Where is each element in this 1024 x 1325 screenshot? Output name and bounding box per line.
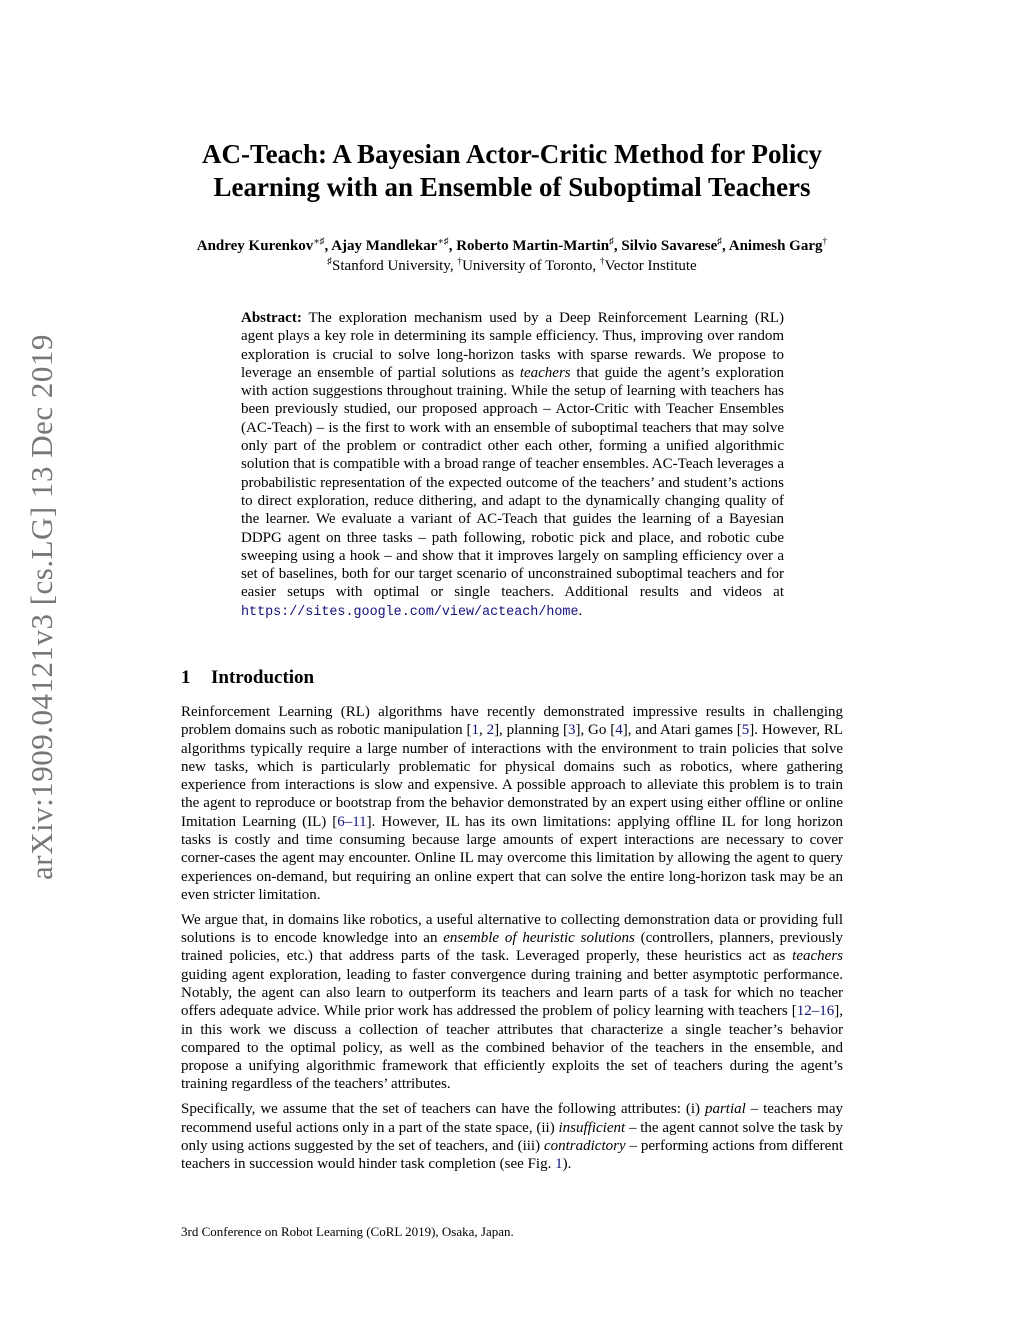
emphasized-term: insufficient [558, 1119, 626, 1136]
affiliation-1-name: Stanford University [332, 258, 450, 274]
paragraph-text: , [478, 722, 487, 739]
author-2-marks: ∗♯ [437, 237, 449, 247]
paragraph-text: – teachers may recommend useful actions only in a part of the state space, (ii) [181, 1101, 843, 1136]
paragraph-text: ). [562, 1156, 572, 1173]
author-5-marks: † [822, 237, 828, 247]
abstract-end-period: . [578, 602, 583, 619]
affiliation-3-name: Vector Institute [604, 258, 697, 274]
affiliation-list [100, 256, 924, 276]
paragraph-text: guiding agent exploration, leading to faster convergence during training and better asymptotic performance. Notably, the agent can also learn to outperform its teachers and learn parts of a task for which no teacher offers adequate advice. While prior work has addressed the problem of policy learning with teachers [ [181, 966, 843, 1020]
conference-footnote: 3rd Conference on Robot Learning (CoRL 2019), Osaka, Japan. [181, 1224, 514, 1239]
author-4-marks: ♯ [717, 237, 723, 247]
paragraph-text: ]. However, RL algorithms typically require a large number of interactions with the environment to train policies that solve new tasks, which is particularly problematic for physical domains such as robotics, where gathering experience from interactions is slow and expensive. A possible approach to alleviate this problem is to train the agent to reproduce or bootstrap from the behavior demonstrated by an expert using either offline or online Imitation Learning (IL) [ [181, 722, 843, 830]
citation-link[interactable]: 4 [615, 722, 623, 739]
paragraph-text: – the agent cannot solve the task by only using actions suggested by the set of teachers, and (iii) [181, 1119, 843, 1154]
paragraph-text: – performing actions from different teachers in succession would hinder task completion (see Fig. [181, 1137, 843, 1173]
emphasized-term: ensemble of heuristic solutions [443, 930, 635, 947]
citation-link[interactable]: 5 [741, 722, 750, 739]
paragraph-text: We argue that, in domains like robotics, a useful alternative to collecting demonstration data or providing full solutions is to encode knowledge into an [181, 911, 843, 947]
emphasized-term: partial [704, 1101, 746, 1118]
section-number: 1 [181, 667, 191, 688]
abstract [241, 309, 784, 622]
paragraph-text: ], in this work we discuss a collection of teacher attributes that characterize a single teacher’s behavior compared to the optimal policy, as well as the combined behavior of the teachers in the ensemble, and propose a unifying algorithmic framework that efficiently exploits the set of teachers during the agent’s training regardless of the teachers’ attributes. [181, 1003, 843, 1093]
intro-paragraph-2 [181, 911, 843, 1094]
author-separator: , [722, 238, 729, 254]
author-4 [621, 238, 728, 254]
intro-paragraph-1 [181, 703, 843, 904]
abstract-text-part-1: The exploration mechanism used by a Deep Reinforcement Learning (RL) agent plays a key role in determining its sample efficiency. Thus, improving over random exploration is crucial to solve long-horizon tasks with sparse rewards. We propose to leverage an ensemble of partial solutions as [241, 310, 784, 381]
title-line-2: Learning with an Ensemble of Suboptimal Teachers [213, 172, 811, 202]
author-3 [456, 238, 621, 254]
section-heading-introduction [181, 666, 843, 690]
paragraph-text: ]. However, IL has its own limitations: applying offline IL for long horizon tasks is costly and time consuming because large amounts of expert interactions are necessary to cover corner-cases the agent may encounter. Online IL may overcome this limitation by allowing the agent to query experiences on-demand, but requiring an online expert that can solve the entire long-horizon task may be an even stricter limitation. [181, 813, 843, 903]
paragraph-text: Specifically, we assume that the set of teachers can have the following attributes: (i) [181, 1101, 705, 1118]
author-separator: , [448, 238, 457, 254]
affiliation-3 [600, 258, 697, 274]
section-title: Introduction [211, 667, 315, 688]
project-website-link[interactable]: https://sites.google.com/view/acteach/home [241, 604, 579, 620]
author-1 [197, 238, 331, 254]
emphasized-term: contradictory [543, 1137, 626, 1154]
emphasized-term: teachers [792, 948, 843, 965]
abstract-label: Abstract: [241, 310, 302, 326]
author-list [100, 236, 924, 256]
paragraph-text: (controllers, planners, previously trained policies, etc.) that address parts of the task. Leveraged properly, these heuristics act as [181, 930, 843, 965]
affiliation-2-name: University of Toronto [462, 258, 593, 274]
paragraph-text: Reinforcement Learning (RL) algorithms have recently demonstrated impressive results in challenging problem domains such as robotic manipulation [ [181, 704, 843, 739]
author-separator: , [324, 238, 332, 254]
citation-link[interactable]: 1 [471, 722, 479, 739]
affiliation-2-mark: † [457, 257, 463, 267]
author-3-marks: ♯ [609, 237, 614, 247]
intro-paragraph-3 [181, 1100, 843, 1173]
affiliation-3-mark: † [599, 257, 605, 267]
paper-title [100, 138, 924, 204]
author-1-name: Andrey Kurenkov [196, 238, 314, 254]
affiliation-1 [327, 258, 457, 274]
author-separator: , [613, 238, 622, 254]
title-line-1: AC-Teach: A Bayesian Actor-Critic Method for Policy [202, 139, 822, 169]
paragraph-text: ], Go [ [575, 722, 616, 739]
arxiv-identifier-stamp: arXiv:1909.04121v3 [cs.LG] 13 Dec 2019 [24, 334, 59, 880]
abstract-text-part-2: that guide the agent’s exploration with action suggestions throughout training. While the setup of learning with teachers has been previously studied, our proposed approach – Actor-Critic with Teacher Ensembles (AC-Teach) – is the first to work with an ensemble of suboptimal teachers that may solve only part of the problem or contradict other each other, forming a unified algorithmic solution that is compatible with a broad range of teacher ensembles. AC-Teach leverages a probabilistic representation of the expected outcome of the teachers’ and student’s actions to direct exploration, reduce dithering, and adapt to the dynamically changing quality of the learner. We evaluate a variant of AC-Teach that guides the learning of a Bayesian DDPG agent on three tasks – path following, robotic pick and place, and robotic cube sweeping using a hook – and show that it improves largely on sampling efficiency over a set of baselines, both for our target scenario of unconstrained suboptimal teachers and for easier setups with optimal or single teachers. Additional results and videos at [241, 364, 784, 601]
affiliation-2 [457, 258, 600, 274]
paragraph-text: ], planning [ [494, 722, 568, 739]
author-1-marks: ∗♯ [313, 237, 325, 247]
affiliation-1-mark: ♯ [327, 257, 333, 267]
citation-link[interactable]: 3 [567, 722, 576, 739]
citation-link[interactable]: 12–16 [796, 1003, 835, 1020]
author-3-name: Roberto Martin-Martin [456, 238, 610, 254]
author-5-name: Animesh Garg [728, 238, 823, 254]
affiliation-separator: , [592, 258, 600, 274]
citation-link[interactable]: 6–11 [337, 813, 367, 830]
citation-link[interactable]: 2 [486, 722, 495, 739]
citation-link[interactable]: 1 [555, 1156, 563, 1173]
paragraph-text: ], and Atari games [ [622, 722, 742, 739]
affiliation-separator: , [449, 258, 458, 274]
author-2-name: Ajay Mandlekar [331, 238, 438, 254]
introduction-body [181, 703, 843, 1180]
author-2 [331, 238, 456, 254]
author-5 [729, 238, 828, 254]
author-4-name: Silvio Savarese [621, 238, 718, 254]
abstract-emphasis-teachers: teachers [519, 364, 571, 381]
